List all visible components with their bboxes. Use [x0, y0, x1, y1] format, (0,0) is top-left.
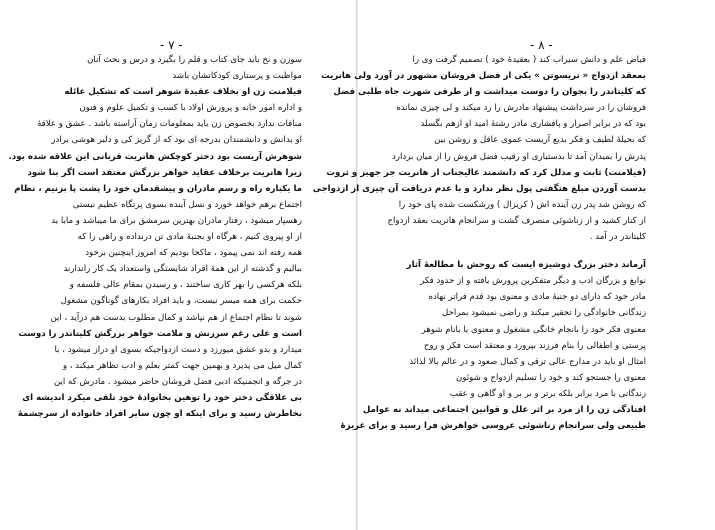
- text-line: فیلامنت زن او بخلاف عقیدهٔ شوهر است که تشکیل عائله: [64, 87, 302, 98]
- text-line: سوزن و نخ باید جای کتاب و قلم را بگیرد و درس و بحث آنان: [87, 55, 302, 65]
- right-page: [312, 0, 715, 530]
- text-line: بمعقد ازدواج « تریسوتن » یکی از فضل فروشان مشهور در آورد ولی هانریت: [321, 71, 646, 82]
- text-line: شوند تا نظام اجتماع از هم نپاشد و کمال مطلوب بدست هم درآید ، این: [50, 312, 302, 323]
- left-page: [0, 0, 357, 530]
- text-line: امثال او باید در مدارج عالی ترقی و کمال صعود و در عالم بالا لذائذ: [409, 356, 646, 367]
- text-line: معنوی فکر خود را بانجام خانگی مشغول و معنوی با بانام شوهر: [421, 324, 646, 335]
- text-line: که روشن شد پدر زن آینده اش ( کریزال ) ورشکست شده پای خود را: [398, 199, 646, 210]
- text-line: کلیتاندر در آمد .: [589, 232, 646, 243]
- text-line: و اداره امور خانه و پرورش اولاد با کسب و تکمیل علوم و فنون: [79, 103, 302, 114]
- text-line: کمال میل می پذیرد و بهمین جهت کمتر بعلم و ادب تظاهر میکند ، و: [62, 360, 302, 371]
- text-line: پدرش را بمیدان آمد تا بدستیاری او رقیب فضل فروش را از میان بردارد: [392, 151, 646, 162]
- text-line: منافات ندارد بخصوص زن باید بمعلومات زمان آراسته باشد . عشق و علاقهٔ: [37, 119, 302, 130]
- text-line: حکمت برای همه میسر نیست، و باید افراد بکارهای گوناگون مشغول: [60, 296, 302, 307]
- text-line: که بحیلهٔ لطیف و فکر بدیع آریست عموی عاقل و روشن بین: [434, 135, 646, 146]
- text-line: ما یکباره راه و رسم مادران و پیشقدمان خود را پشت پا بزنیم ، نظام: [14, 183, 302, 194]
- text-line: معنوی را جستجو کند و خود را تسلیم ازدواج و شوئون: [456, 372, 646, 383]
- text-line: طبیعی ولی سرانجام زناشوئی عروسی خواهرش فرا رسید و برای غریزهٔ: [340, 421, 646, 432]
- text-line: آرماند دختر بزرگ دوشیزه ایست که روحش با مطالعهٔ آثار: [406, 260, 646, 271]
- page-number: - ۷ -: [160, 38, 183, 52]
- text-line: بی علاقگی دختر خود را توهین بخانوادهٔ خود تلقی میکرد اندیشه ای: [22, 392, 302, 403]
- text-line: زندگانی با مرد برابر بلکه برتر و بر بر و او گاهی و عقب: [449, 388, 646, 399]
- text-line: اجتماع برهم خواهد خورد و نسل آینده بسوی پرتگاه عظیم نیستی: [72, 199, 302, 210]
- text-line: بخاطرش رسید و برای اینکه او چون سایر افراد خانواده از سرچشمهٔ: [17, 409, 302, 420]
- text-line: در جرگه و انجمنیکه ادبی فضل فروشان حاضر میشود . مادرش که این: [53, 376, 302, 387]
- text-line: بلکه هرکسی را بهر کاری ساختند ، و رسیدن بمقام عالی فلسفه و: [69, 280, 302, 291]
- text-line: نوابغ و بزرگان ادب و دیگر متفکرین پرورش یافته و از حدود فکر: [420, 276, 646, 287]
- text-line: از کنار کشید و از زناشوئی منصرف گشت و سرانجام هانریت بعقد ازدواج: [387, 215, 646, 226]
- text-line: که کلیتاندر را بجوان را دوست میداشت و از طرفی شهرت جاه طلبی فضل: [333, 87, 646, 98]
- text-line: (فیلامنت) ثابت و مدلل کرد که دانشمند عالیجناب از هانریت جز جهیز و ثروت: [326, 167, 646, 178]
- text-line: میدارد و بدو عشق میورزد و دست ازدواجیکه بسوی او دراز میشود ، با: [54, 344, 302, 355]
- text-line: بدست آوردن مبلغ هنگفتی پول نظر ندارد و با عدم دریافت آن چیزی از ازدواجی: [312, 183, 646, 194]
- page-number: - ۸ -: [530, 38, 553, 52]
- paragraph-break: [398, 245, 646, 257]
- text-line: شوهرش آریست بود دختر کوچکش هانریت قربانی این علاقه شده بود.: [8, 151, 302, 162]
- page-body-text: [8, 52, 302, 422]
- text-line: از او پیروی کنیم ، هرگاه او بجنبهٔ مادی تن درنداده و راهی را که: [77, 232, 302, 243]
- text-line: همه رفته اند نمی پیمود ، ماکجا بودیم که امروز اینچنین برخود: [85, 248, 302, 259]
- text-line: زندگانی خانوادگی را تحقیر میکند و راضی نمیشود بمراحل: [442, 308, 646, 319]
- text-line: مادر خود که دارای دو جنبهٔ مادی و معنوی بود قدم فراتر نهاده: [428, 292, 646, 303]
- page-body-text: [312, 52, 646, 434]
- text-line: فیاض علم و دانش سیراب کند ( بعقیدهٔ خود ) تصمیم گرفت وی را: [412, 55, 646, 65]
- text-line: رهسپار میشود ، رفتار مادران بهترین سرمشق برای ما میباشد و مایا ید: [51, 215, 302, 226]
- text-line: مواظبت و پرستاری کودکانشان باشد: [172, 71, 302, 82]
- text-line: افتادگی زن را از مرد بر اثر علل و قوانین اجتماعی میداند نه عوامل: [362, 404, 646, 415]
- text-line: فروشان را در سرداشت پیشنهاد مادرش را رد میکند و لی چیزی نمانده: [396, 103, 646, 114]
- text-line: ببالیم و گذشته از این همهٔ افراد شایستگی واستعداد یک کار راندارند: [63, 264, 302, 275]
- text-line: است و علی رغم سرزنش و ملامت خواهر بزرگش کلیتاندر را دوست: [18, 328, 302, 339]
- text-line: پرستی و اطفالی را بنام فرزند بپرورد و معتقد است فکر و روح: [423, 340, 646, 351]
- text-line: بود که در برابر اصرار و پافشاری مادر رشتهٔ امید او ازهم بگسلد: [420, 119, 646, 130]
- text-line: او بدانش و دانشمندان بدرجه ای بود که از گریز کی و دلبر هوشی برادر: [51, 135, 302, 146]
- text-line: زیرا هانریت برخلاف عقاید خواهر بزرگش معتقد است اگر بنا شود: [27, 167, 302, 178]
